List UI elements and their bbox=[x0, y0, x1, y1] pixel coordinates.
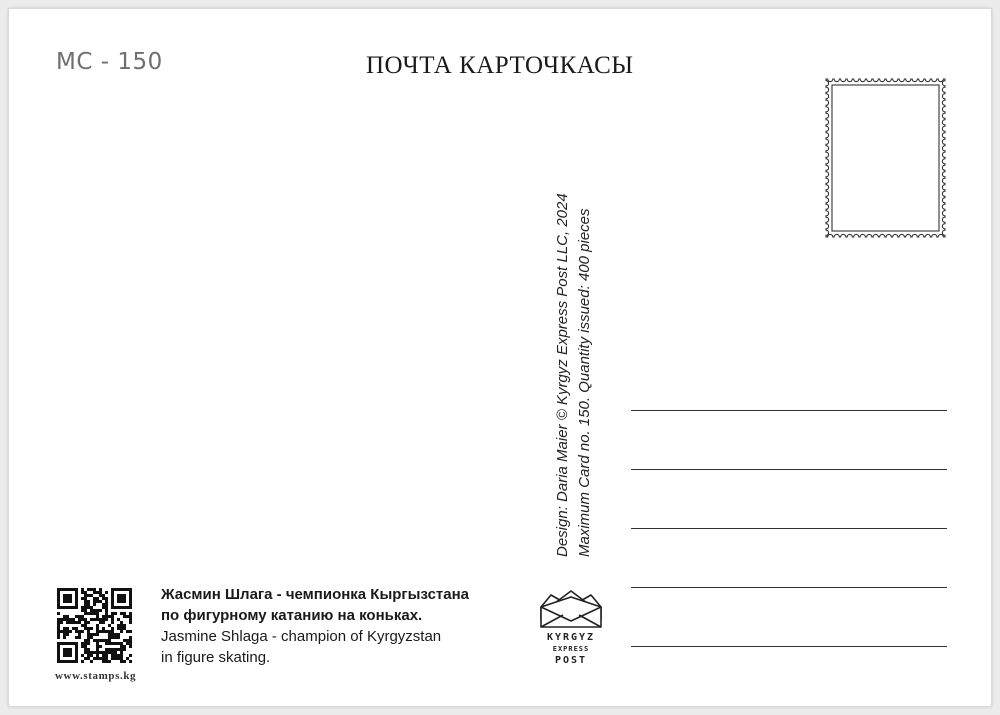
qr-module bbox=[81, 645, 84, 648]
qr-module bbox=[129, 630, 132, 633]
qr-finder-core bbox=[117, 594, 126, 603]
qr-module bbox=[93, 639, 96, 642]
qr-module bbox=[129, 615, 132, 618]
qr-module bbox=[117, 636, 120, 639]
qr-module bbox=[129, 642, 132, 645]
qr-module bbox=[111, 621, 114, 624]
qr-module bbox=[90, 594, 93, 597]
qr-module bbox=[102, 654, 105, 657]
website-link[interactable]: www.stamps.kg bbox=[55, 670, 137, 682]
qr-module bbox=[81, 654, 84, 657]
qr-module bbox=[108, 636, 111, 639]
qr-module bbox=[126, 639, 129, 642]
qr-module bbox=[99, 639, 102, 642]
qr-module bbox=[81, 630, 84, 633]
perforated-stamp-icon bbox=[822, 75, 949, 241]
qr-module bbox=[87, 606, 90, 609]
qr-module bbox=[123, 639, 126, 642]
qr-module bbox=[87, 603, 90, 606]
qr-module bbox=[99, 651, 102, 654]
caption-ru-line1: Жасмин Шлага - чемпионка Кыргызстана bbox=[161, 586, 470, 603]
qr-module bbox=[102, 621, 105, 624]
qr-module bbox=[105, 642, 108, 645]
qr-module bbox=[66, 621, 69, 624]
stamp-inner-frame bbox=[832, 85, 939, 231]
qr-module bbox=[84, 624, 87, 627]
qr-module bbox=[63, 618, 66, 621]
qr-module bbox=[57, 627, 60, 630]
qr-module bbox=[96, 654, 99, 657]
qr-module bbox=[108, 630, 111, 633]
qr-module bbox=[96, 648, 99, 651]
qr-module bbox=[90, 618, 93, 621]
qr-module bbox=[90, 651, 93, 654]
qr-module bbox=[69, 618, 72, 621]
qr-module bbox=[102, 615, 105, 618]
qr-module bbox=[105, 606, 108, 609]
qr-module bbox=[120, 645, 123, 648]
qr-module bbox=[114, 651, 117, 654]
qr-module bbox=[114, 648, 117, 651]
qr-module bbox=[96, 612, 99, 615]
qr-module bbox=[126, 630, 129, 633]
qr-module bbox=[87, 630, 90, 633]
qr-module bbox=[93, 633, 96, 636]
qr-module bbox=[72, 627, 75, 630]
qr-module bbox=[78, 633, 81, 636]
qr-module bbox=[126, 642, 129, 645]
credits-quantity: Maximum Card no. 150. Quantity issued: 400 pieces bbox=[576, 208, 593, 557]
qr-module bbox=[75, 636, 78, 639]
qr-module bbox=[126, 615, 129, 618]
qr-module bbox=[105, 657, 108, 660]
qr-module bbox=[108, 624, 111, 627]
qr-module bbox=[57, 612, 60, 615]
address-line bbox=[631, 410, 947, 411]
qr-module bbox=[114, 636, 117, 639]
qr-module bbox=[87, 648, 90, 651]
qr-module bbox=[99, 618, 102, 621]
qr-module bbox=[78, 630, 81, 633]
qr-module bbox=[57, 630, 60, 633]
caption-ru-line2: по фигурному катанию на коньках. bbox=[161, 607, 423, 624]
qr-module bbox=[81, 609, 84, 612]
qr-module bbox=[123, 627, 126, 630]
qr-module bbox=[87, 654, 90, 657]
qr-module bbox=[102, 594, 105, 597]
qr-module bbox=[120, 648, 123, 651]
qr-module bbox=[102, 618, 105, 621]
qr-module bbox=[84, 606, 87, 609]
qr-module bbox=[96, 627, 99, 630]
qr-module bbox=[87, 600, 90, 603]
qr-module bbox=[111, 612, 114, 615]
qr-module bbox=[102, 627, 105, 630]
qr-module bbox=[63, 630, 66, 633]
qr-module bbox=[96, 600, 99, 603]
caption bbox=[161, 584, 469, 668]
qr-module bbox=[111, 627, 114, 630]
qr-module bbox=[90, 660, 93, 663]
qr-module bbox=[105, 648, 108, 651]
qr-module bbox=[126, 657, 129, 660]
qr-module bbox=[84, 597, 87, 600]
qr-module bbox=[117, 648, 120, 651]
qr-module bbox=[99, 594, 102, 597]
qr-module bbox=[66, 618, 69, 621]
qr-module bbox=[105, 654, 108, 657]
qr-module bbox=[75, 615, 78, 618]
qr-module bbox=[108, 648, 111, 651]
caption-en-line2: in figure skating. bbox=[161, 649, 271, 666]
qr-module bbox=[96, 651, 99, 654]
qr-module bbox=[99, 591, 102, 594]
qr-module bbox=[96, 639, 99, 642]
qr-module bbox=[66, 615, 69, 618]
qr-module bbox=[93, 591, 96, 594]
qr-module bbox=[84, 648, 87, 651]
qr-module bbox=[99, 621, 102, 624]
qr-module bbox=[108, 633, 111, 636]
qr-module bbox=[117, 633, 120, 636]
qr-module bbox=[78, 615, 81, 618]
qr-module bbox=[102, 651, 105, 654]
qr-code-icon bbox=[57, 588, 132, 663]
qr-module bbox=[87, 636, 90, 639]
qr-module bbox=[102, 657, 105, 660]
qr-module bbox=[96, 591, 99, 594]
qr-module bbox=[129, 612, 132, 615]
qr-finder-core bbox=[63, 648, 72, 657]
qr-module bbox=[102, 630, 105, 633]
qr-module bbox=[120, 624, 123, 627]
address-line bbox=[631, 587, 947, 588]
qr-module bbox=[99, 630, 102, 633]
qr-module bbox=[111, 618, 114, 621]
qr-module bbox=[129, 654, 132, 657]
qr-module bbox=[117, 618, 120, 621]
qr-module bbox=[84, 657, 87, 660]
qr-module bbox=[84, 627, 87, 630]
qr-module bbox=[72, 618, 75, 621]
qr-module bbox=[87, 588, 90, 591]
address-line bbox=[631, 528, 947, 529]
qr-module bbox=[102, 639, 105, 642]
qr-module bbox=[93, 651, 96, 654]
qr-module bbox=[87, 639, 90, 642]
qr-module bbox=[84, 612, 87, 615]
qr-module bbox=[57, 636, 60, 639]
qr-module bbox=[69, 621, 72, 624]
qr-module bbox=[84, 603, 87, 606]
qr-module bbox=[117, 657, 120, 660]
qr-module bbox=[84, 618, 87, 621]
qr-module bbox=[84, 651, 87, 654]
qr-module bbox=[63, 627, 66, 630]
qr-module bbox=[120, 630, 123, 633]
qr-module bbox=[87, 633, 90, 636]
qr-module bbox=[108, 639, 111, 642]
qr-module bbox=[90, 633, 93, 636]
qr-module bbox=[81, 660, 84, 663]
qr-module bbox=[105, 597, 108, 600]
qr-module bbox=[99, 600, 102, 603]
qr-module bbox=[120, 612, 123, 615]
qr-module bbox=[108, 651, 111, 654]
qr-module bbox=[78, 621, 81, 624]
qr-module bbox=[87, 612, 90, 615]
qr-module bbox=[120, 621, 123, 624]
qr-module bbox=[93, 597, 96, 600]
qr-module bbox=[117, 654, 120, 657]
qr-module bbox=[87, 627, 90, 630]
qr-module bbox=[111, 654, 114, 657]
qr-module bbox=[120, 660, 123, 663]
qr-module bbox=[81, 618, 84, 621]
qr-module bbox=[63, 636, 66, 639]
qr-module bbox=[99, 609, 102, 612]
qr-module bbox=[72, 621, 75, 624]
qr-module bbox=[105, 612, 108, 615]
qr-module bbox=[84, 591, 87, 594]
qr-module bbox=[96, 615, 99, 618]
qr-module bbox=[129, 645, 132, 648]
qr-module bbox=[111, 630, 114, 633]
qr-module bbox=[84, 609, 87, 612]
qr-module bbox=[123, 624, 126, 627]
qr-module bbox=[81, 597, 84, 600]
logo-line1: KYRGYZ bbox=[546, 632, 596, 643]
qr-module bbox=[123, 645, 126, 648]
credits-block bbox=[552, 193, 596, 557]
qr-module bbox=[111, 657, 114, 660]
qr-module bbox=[129, 660, 132, 663]
qr-module bbox=[90, 636, 93, 639]
qr-module bbox=[90, 627, 93, 630]
qr-module bbox=[129, 621, 132, 624]
qr-module bbox=[87, 657, 90, 660]
qr-module bbox=[105, 591, 108, 594]
qr-module bbox=[93, 600, 96, 603]
qr-module bbox=[90, 612, 93, 615]
qr-module bbox=[81, 606, 84, 609]
postcard bbox=[8, 8, 992, 707]
qr-module bbox=[81, 591, 84, 594]
qr-module bbox=[102, 660, 105, 663]
qr-module bbox=[96, 630, 99, 633]
qr-module bbox=[123, 612, 126, 615]
qr-module bbox=[108, 660, 111, 663]
qr-module bbox=[90, 654, 93, 657]
qr-module bbox=[63, 615, 66, 618]
qr-module bbox=[75, 621, 78, 624]
qr-module bbox=[111, 651, 114, 654]
qr-module bbox=[120, 654, 123, 657]
qr-module bbox=[105, 660, 108, 663]
address-line bbox=[631, 646, 947, 647]
qr-module bbox=[114, 654, 117, 657]
qr-module bbox=[96, 657, 99, 660]
qr-module bbox=[129, 618, 132, 621]
qr-module bbox=[117, 624, 120, 627]
kyrgyz-express-post-logo bbox=[537, 589, 605, 669]
qr-module bbox=[123, 615, 126, 618]
qr-module bbox=[117, 642, 120, 645]
qr-module bbox=[84, 645, 87, 648]
logo-line2: EXPRESS bbox=[552, 645, 590, 653]
qr-module bbox=[129, 636, 132, 639]
qr-module bbox=[96, 624, 99, 627]
qr-finder-core bbox=[63, 594, 72, 603]
qr-module bbox=[93, 603, 96, 606]
qr-module bbox=[87, 621, 90, 624]
qr-module bbox=[66, 630, 69, 633]
qr-module bbox=[84, 600, 87, 603]
qr-module bbox=[84, 639, 87, 642]
qr-module bbox=[90, 609, 93, 612]
qr-module bbox=[57, 618, 60, 621]
qr-module bbox=[114, 633, 117, 636]
qr-module bbox=[120, 651, 123, 654]
qr-module bbox=[87, 642, 90, 645]
qr-module bbox=[93, 657, 96, 660]
qr-module bbox=[105, 651, 108, 654]
logo-line3: POST bbox=[554, 655, 588, 666]
qr-module bbox=[75, 627, 78, 630]
qr-module bbox=[57, 624, 60, 627]
qr-module bbox=[105, 609, 108, 612]
card-code: MC - 150 bbox=[56, 49, 163, 75]
qr-module bbox=[96, 597, 99, 600]
qr-module bbox=[78, 618, 81, 621]
qr-module bbox=[90, 588, 93, 591]
qr-module bbox=[123, 648, 126, 651]
qr-module bbox=[114, 612, 117, 615]
qr-module bbox=[81, 642, 84, 645]
qr-module bbox=[123, 660, 126, 663]
qr-module bbox=[84, 594, 87, 597]
qr-module bbox=[102, 606, 105, 609]
qr-module bbox=[84, 621, 87, 624]
qr-module bbox=[84, 642, 87, 645]
qr-module bbox=[105, 615, 108, 618]
qr-module bbox=[60, 630, 63, 633]
qr-module bbox=[93, 609, 96, 612]
qr-module bbox=[99, 645, 102, 648]
qr-module bbox=[111, 633, 114, 636]
envelopes-icon bbox=[541, 591, 601, 627]
qr-module bbox=[120, 657, 123, 660]
qr-module bbox=[102, 603, 105, 606]
qr-module bbox=[96, 618, 99, 621]
qr-module bbox=[102, 597, 105, 600]
qr-module bbox=[129, 639, 132, 642]
qr-module bbox=[117, 627, 120, 630]
caption-en-line1: Jasmine Shlaga - champion of Kyrgyzstan bbox=[161, 628, 442, 645]
qr-module bbox=[66, 627, 69, 630]
qr-module bbox=[60, 621, 63, 624]
qr-module bbox=[105, 618, 108, 621]
qr-module bbox=[111, 642, 114, 645]
qr-module bbox=[66, 633, 69, 636]
qr-module bbox=[87, 594, 90, 597]
qr-module bbox=[114, 657, 117, 660]
qr-module bbox=[111, 615, 114, 618]
qr-module bbox=[93, 612, 96, 615]
qr-module bbox=[81, 615, 84, 618]
qr-module bbox=[99, 657, 102, 660]
qr-module bbox=[96, 633, 99, 636]
qr-module bbox=[96, 645, 99, 648]
qr-module bbox=[93, 588, 96, 591]
qr-module bbox=[108, 615, 111, 618]
qr-module bbox=[81, 624, 84, 627]
qr-module bbox=[96, 642, 99, 645]
qr-module bbox=[57, 633, 60, 636]
qr-module bbox=[78, 636, 81, 639]
qr-module bbox=[81, 588, 84, 591]
qr-module bbox=[105, 630, 108, 633]
qr-module bbox=[90, 606, 93, 609]
qr-module bbox=[111, 648, 114, 651]
qr-module bbox=[75, 630, 78, 633]
qr-module bbox=[105, 603, 108, 606]
qr-module bbox=[57, 621, 60, 624]
qr-module bbox=[114, 642, 117, 645]
credits-design: Design: Daria Maier © Kyrgyz Express Post LLC, 2024 bbox=[554, 193, 571, 557]
qr-module bbox=[93, 618, 96, 621]
qr-module bbox=[99, 588, 102, 591]
qr-module bbox=[69, 630, 72, 633]
qr-module bbox=[108, 642, 111, 645]
qr-module bbox=[111, 636, 114, 639]
qr-module bbox=[87, 651, 90, 654]
qr-module bbox=[60, 618, 63, 621]
qr-module bbox=[120, 627, 123, 630]
address-line bbox=[631, 469, 947, 470]
qr-module bbox=[120, 642, 123, 645]
qr-module bbox=[63, 633, 66, 636]
qr-module bbox=[105, 639, 108, 642]
qr-module bbox=[105, 600, 108, 603]
qr-module bbox=[96, 609, 99, 612]
stamp-outer-perforation bbox=[826, 79, 945, 237]
card-title: ПОЧТА КАРТОЧКАСЫ bbox=[366, 52, 634, 79]
